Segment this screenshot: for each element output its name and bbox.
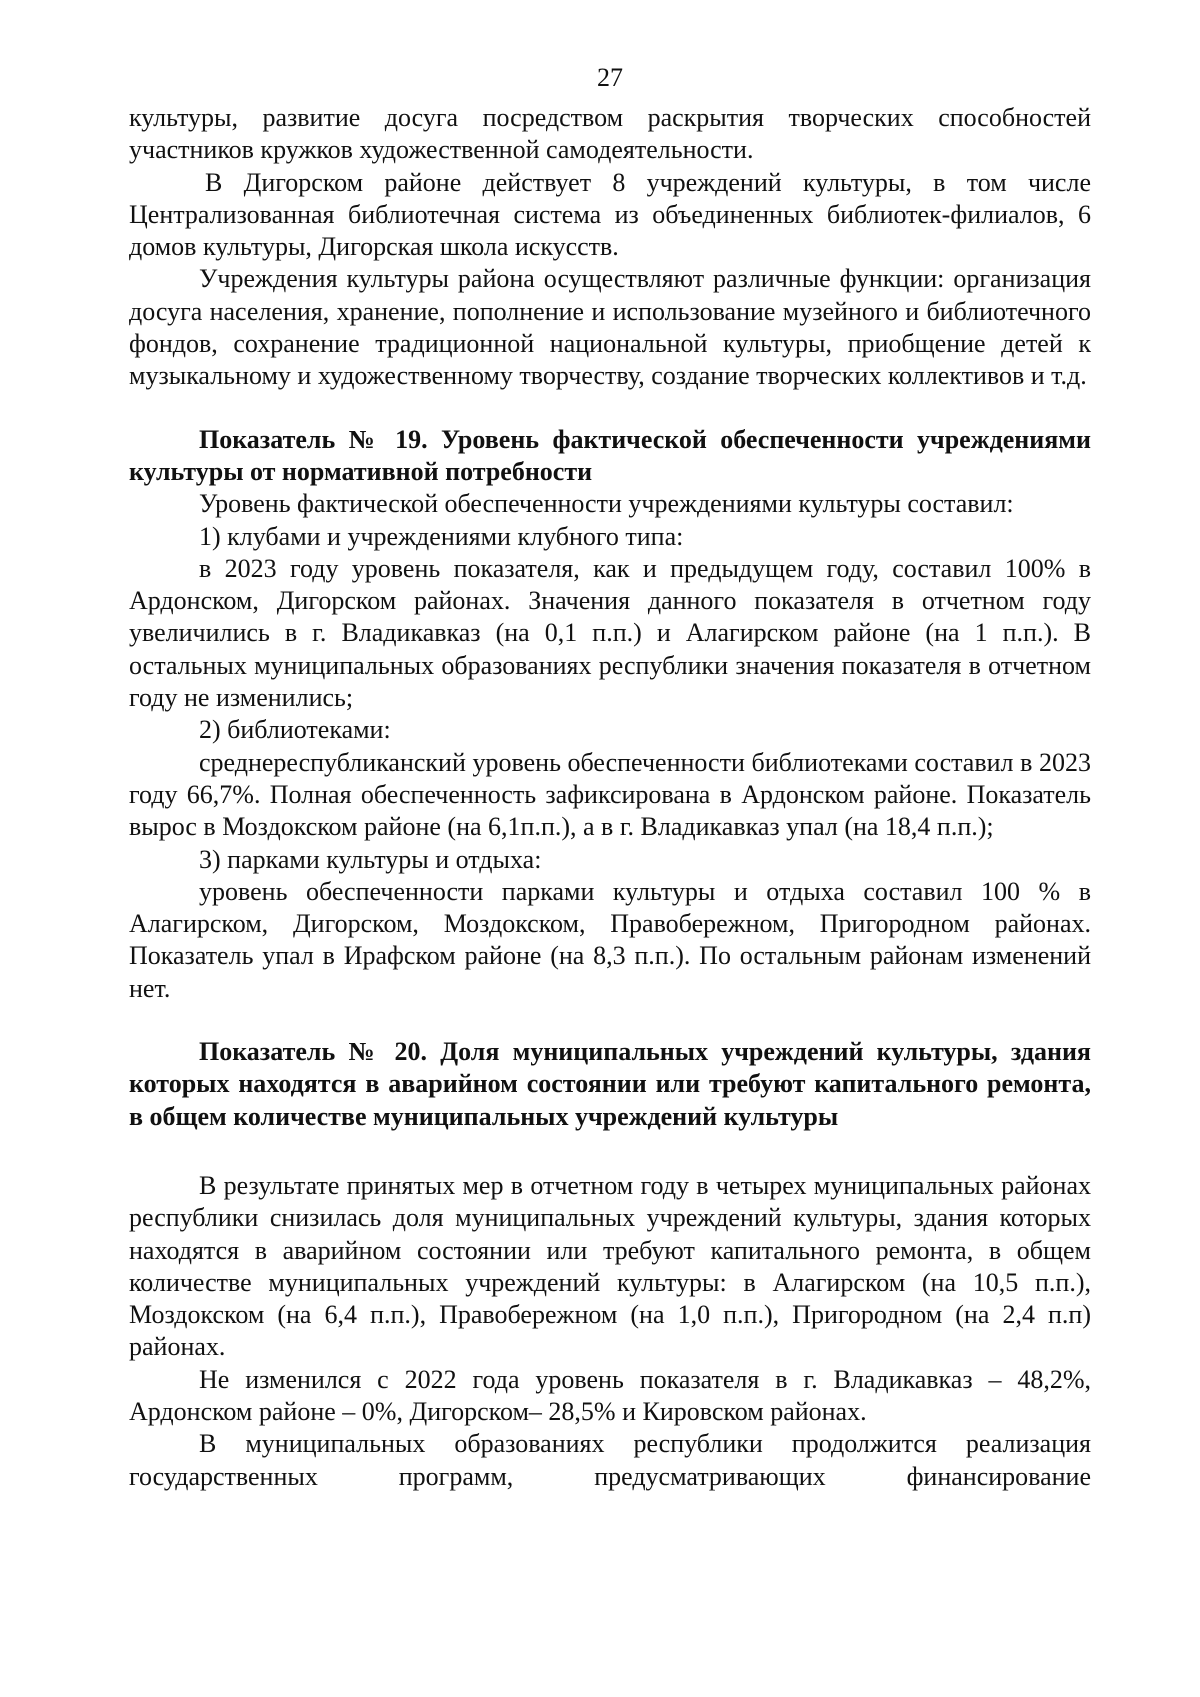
paragraph-unchanged-level: Не изменился с 2022 года уровень показателя в г. Владикавказ – 48,2%, Ардонском районе – 0%, Дигорском– 28,5% и Кировском районах. [129, 1364, 1091, 1426]
paragraph-parks-details: уровень обеспеченности парками культуры и отдыха составил 100 % в Алагирском, Дигорском, Моздокском, Правобережном, Пригородном районах. Показатель упал в Ирафском районе (на 8,3 п.п.). По остальным районам изменений нет. [129, 876, 1091, 1003]
paragraph-provision-level: Уровень фактической обеспеченности учреждениями культуры составил: [199, 489, 1014, 519]
list-item-libraries: 2) библиотеками: [199, 715, 391, 745]
paragraph-digorsky-institutions: В Дигорском районе действует 8 учреждений культуры, в том числе Централизованная библиотечная система из объединенных библиотек-филиалов, 6 домов культуры, Дигорская школа искусств. [129, 167, 1091, 262]
list-item-parks: 3) парками культуры и отдыха: [199, 844, 542, 874]
heading-indicator-20: Показатель № 20. Доля муниципальных учреждений культуры, здания которых находятся в аварийном состоянии или требуют капитального ремонта, в общем количестве муниципальных учреждений культуры [129, 1037, 1091, 1131]
list-item-clubs: 1) клубами и учреждениями клубного типа: [199, 521, 684, 551]
page-number: 27 [597, 63, 623, 92]
heading-indicator-19: Показатель № 19. Уровень фактической обеспеченности учреждениями культуры от нормативной потребности [129, 424, 1091, 486]
paragraph-libraries-details: среднереспубликанский уровень обеспеченности библиотеками составил в 2023 году 66,7%. Полная обеспеченность зафиксирована в Ардонском районе. Показатель вырос в Моздокском районе (на 6,1п.п.), а в г. Владикавказ упал (на 18,4 п.п.); [129, 747, 1091, 842]
paragraph-institution-functions: Учреждения культуры района осуществляют различные функции: организация досуга населения, хранение, пополнение и использование музейного и библиотечного фондов, сохранение традиционной национальной культуры, приобщение детей к музыкальному и художественному творчеству, создание творческих коллективов и т.д. [129, 264, 1091, 391]
paragraph-clubs-details: в 2023 году уровень показателя, как и предыдущем году, составил 100% в Ардонском, Дигорском районах. Значения данного показателя в отчетном году увеличились в г. Владикавказ (на 0,1 п.п.) и Алагирском районе (на 1 п.п.). В остальных муниципальных образованиях республики значения показателя в отчетном году не изменились; [129, 553, 1091, 713]
paragraph-emergency-buildings: В результате принятых мер в отчетном году в четырех муниципальных районах республики снизилась доля муниципальных учреждений культуры, здания которых находятся в аварийном состоянии или требуют капитального ремонта, в общем количестве муниципальных учреждений культуры: в Алагирском (на 10,5 п.п.), Моздокском (на 6,4 п.п.), Правобережном (на 1,0 п.п.), Пригородном (на 2,4 п.п) районах. [129, 1170, 1091, 1362]
paragraph-state-programs: В муниципальных образованиях республики продолжится реализация государственных программ, предусматривающих финансирование [129, 1429, 1091, 1491]
paragraph-culture-leisure: культуры, развитие досуга посредством раскрытия творческих способностей участников кружков художественной самодеятельности. [129, 103, 1091, 165]
